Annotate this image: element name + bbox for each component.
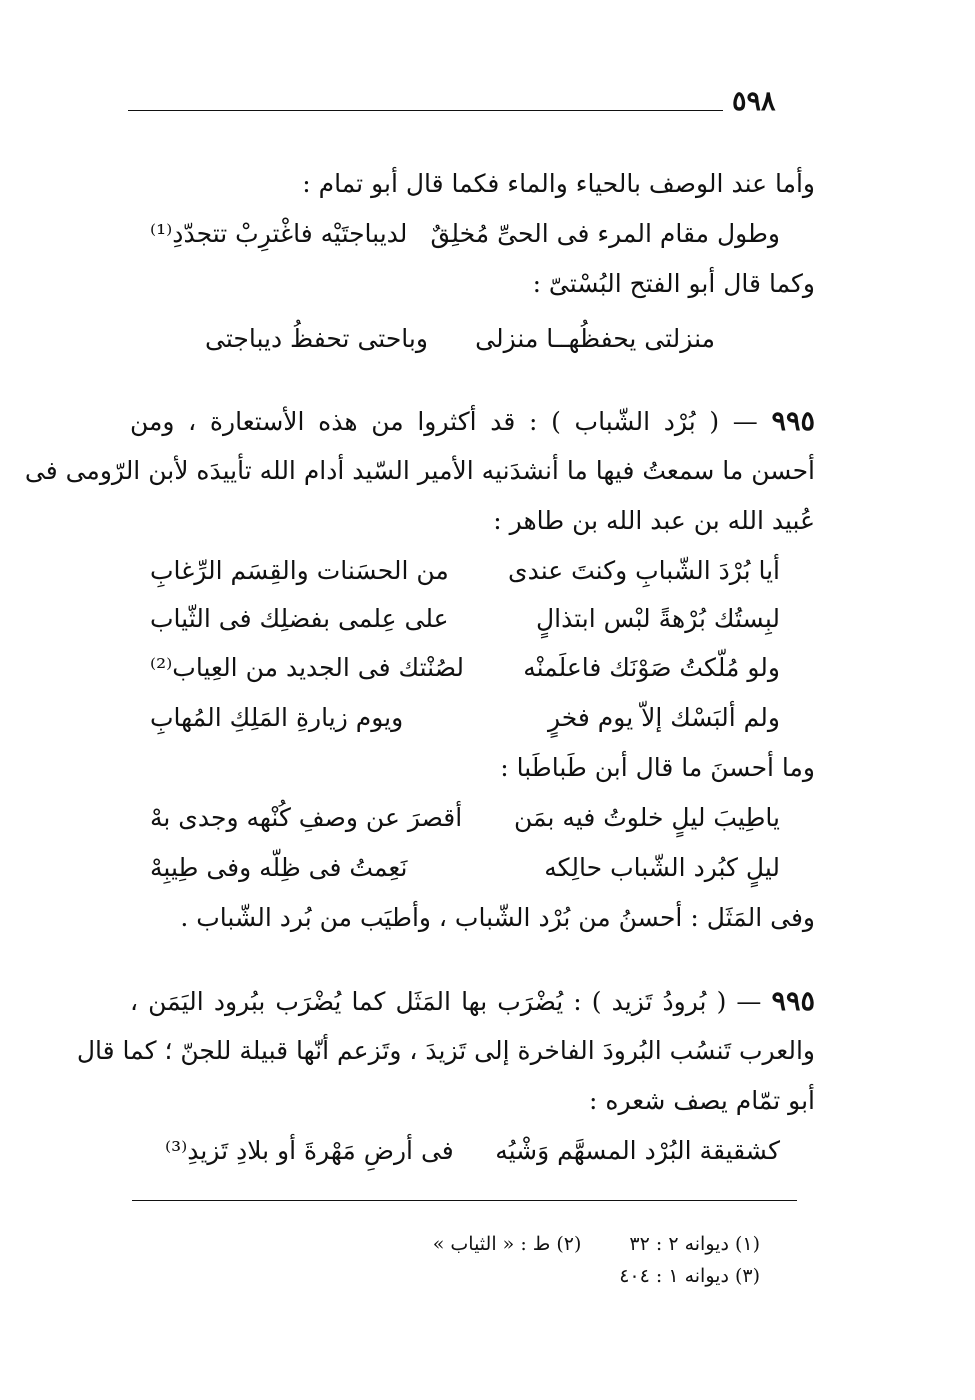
footnote-2: (٢) ط : « الثياب » — [432, 1233, 582, 1255]
verse-first-hemistich: منزلتى يحفظُهــا منزلى — [475, 324, 715, 353]
prose-line: أحسن ما سمعتُ فيها ما أنشدَنيه الأمير السّيد أدام الله تأييدَه لأبن الرّومى فى — [24, 456, 815, 485]
prose-line: عُبيد الله بن عبد الله بن طاهر : — [493, 506, 815, 535]
footnote-3: (٣) ديوانه ١ : ٤٠٤ — [619, 1265, 760, 1287]
prose-line: وما أحسنَ ما قال أبن طَباطَبا : — [500, 753, 815, 782]
verse-line — [150, 852, 780, 883]
page-number: ٥٩٨ — [732, 86, 776, 117]
verse-second-hemistich: لصُنْتك فى الجديد من العِياب⁽²⁾ — [150, 653, 464, 682]
verse-first-hemistich: ياطِيبَ ليلٍ خلوتُ فيه بمَن — [514, 803, 780, 832]
verse-second-hemistich: وباحتى تحفظُ ديباجتى — [205, 324, 428, 353]
verse-second-hemistich: أقصرَ عن وصفِ كُنْهه وجدى بهْ — [150, 803, 463, 832]
verse-first-hemistich: أيا بُرْدَ الشّبابِ وكنتَ عندى — [508, 556, 780, 585]
verse-second-hemistich: لديباجتَيْه فاغْترِبْ تتجدّدِ⁽¹⁾ — [150, 219, 408, 248]
verse-first-hemistich: وطول مقام المرء فى الحىِّ مُخلِقٌ — [430, 219, 780, 248]
verse-line — [150, 702, 780, 733]
verse-line — [150, 802, 780, 833]
verse-line — [205, 323, 715, 354]
prose-line: وفى المَثَل : أحسنُ من بُرْد الشّباب ، وأطيَب من بُرد الشّباب . — [180, 903, 815, 932]
verse-first-hemistich: ولو مُلّكتُ صَوْنَك فاعلَمنْه — [523, 653, 780, 682]
verse-second-hemistich: من الحسَنات والقِسَم الرِّغابِ — [150, 556, 449, 585]
verse-line — [150, 652, 780, 683]
entry-heading-text: — ( بُرْد الشّباب ) : قد أكثروا من هذه الأستعارة ، ومن — [130, 407, 772, 436]
footnote-line — [433, 1233, 760, 1255]
entry-heading-line — [130, 405, 815, 439]
entry-heading-text: — ( بُرودُ تَزيد ) : يُضْرَب بها المَثَل كما يُضْرَب ببُرود اليَمَن ، — [130, 987, 772, 1016]
verse-second-hemistich: ويوم زيارةِ المَلِكِ المُهابِ — [150, 703, 404, 732]
verse-first-hemistich: ليلٍ كبُرد الشّباب حالِكه — [544, 853, 780, 882]
prose-line: والعرب تَنسُب البُرودَ الفاخرة إلى تَزيدَ ، وتَزعم أنّها قبيلة للجنّ ؛ كما قال — [76, 1036, 815, 1065]
entry-number: ٩٩٥ — [771, 406, 815, 437]
footnote-rule — [132, 1200, 797, 1201]
prose-line: وكما قال أبو الفتح البُسْتىّ : — [532, 269, 815, 298]
verse-first-hemistich: ولم ألبَسْك إلاّ يوم فخرٍ — [547, 703, 780, 732]
verse-second-hemistich: نَعِمتُ فى ظِلّه وفى طِيبِهْ — [150, 853, 408, 882]
verse-second-hemistich: على عِلمى بفضلِك فى الثّياب — [150, 604, 449, 633]
header-rule — [128, 110, 723, 111]
verse-first-hemistich: لبِستُك بُرْهةً لبْس ابتذالٍ — [536, 604, 780, 633]
verse-second-hemistich: فى أرضِ مَهْرةَ أو بلادِ تَزيدِ⁽³⁾ — [165, 1136, 454, 1165]
entry-heading-line — [130, 985, 815, 1019]
prose-line: أبو تمّام يصف شعره : — [589, 1086, 815, 1115]
verse-line — [165, 1135, 780, 1166]
verse-line — [150, 218, 780, 249]
verse-first-hemistich: كشقيقة البُرْد المسهَّم وَشْيُه — [495, 1136, 780, 1165]
footnote-line — [619, 1265, 760, 1287]
entry-number: ٩٩٥ — [771, 986, 815, 1017]
footnote-1: (١) ديوانه ٢ : ٣٢ — [629, 1233, 760, 1255]
verse-line — [150, 603, 780, 634]
prose-line: وأما عند الوصف بالحياء والماء فكما قال أبو تمام : — [302, 169, 815, 198]
verse-line — [150, 555, 780, 586]
